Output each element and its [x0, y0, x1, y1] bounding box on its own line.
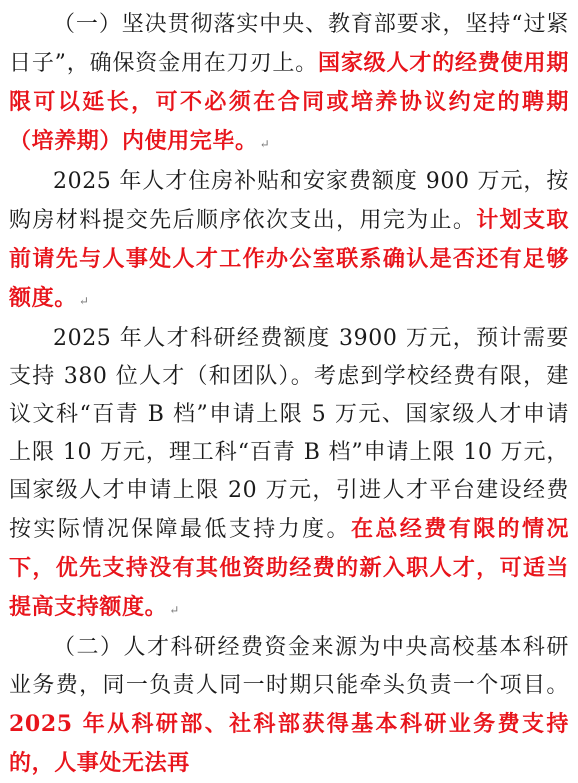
- paragraph-2-text: 2025 年人才住房补贴和安家费额度 900 万元，按购房材料提交先后顺序依次支出，用完为止。: [9, 169, 569, 233]
- paragraph-3-highlight: 在总经费有限的情况下，优先支持没有其他资助经费的新入职人才，可适当提高支持额度。: [9, 516, 569, 620]
- paragraph-mark-icon: ↵: [169, 603, 180, 617]
- paragraph-4-highlight: 2025 年从科研部、社科部获得基本科研业务费支持的，人事处无法再: [9, 711, 569, 776]
- paragraph-4: [9, 629, 569, 783]
- paragraph-mark-icon: ↵: [259, 137, 270, 151]
- paragraph-1-text: （一）坚决贯彻落实中央、教育部要求，坚持“过紧日子”，确保资金用在刀刃上。: [9, 12, 569, 76]
- paragraph-3-text: 2025 年人才科研经费额度 3900 万元，预计需要支持 380 位人才（和团队）。考虑到学校经费有限，建议文科“百青 B 档”申请上限 5 万元、国家级人才申请上限 10 万元，理工科“百青 B 档”申请上限 10 万元，国家级人才申请上限 20 万元，引进人才平台建设经费按实际情况保障最低支持力度。: [9, 326, 569, 542]
- paragraph-1-highlight: 国家级人才的经费使用期限可以延长，可不必须在合同或培养协议约定的聘期（培养期）内使用完毕。: [9, 50, 569, 154]
- paragraph-1: [9, 6, 569, 163]
- document-page: [9, 6, 569, 783]
- paragraph-2: [9, 163, 569, 320]
- paragraph-4-text: （二）人才科研经费资金来源为中央高校基本科研业务费，同一负责人同一时期只能牵头负责一个项目。: [9, 635, 569, 698]
- paragraph-2-highlight: 计划支取前请先与人事处人才工作办公室联系确认是否还有足够额度。: [9, 207, 569, 311]
- paragraph-mark-icon: ↵: [78, 294, 89, 308]
- paragraph-3: [9, 320, 569, 629]
